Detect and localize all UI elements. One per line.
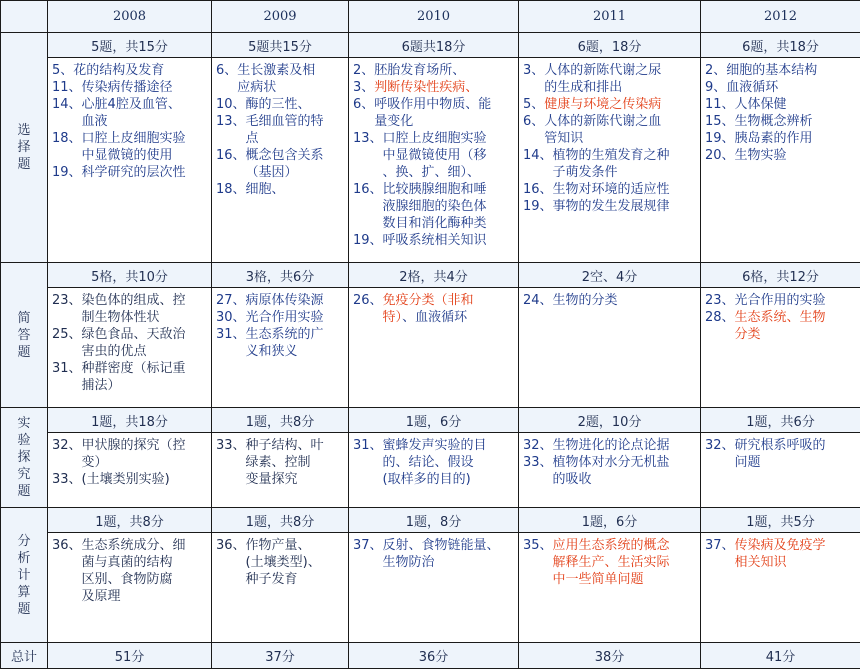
- topic-line: 生态系统成分、细: [82, 537, 209, 554]
- topic-line: 的吸收: [553, 471, 698, 488]
- topic-item: [52, 471, 209, 488]
- topics-cell: [212, 433, 349, 508]
- topic-line: 特）、血液循环: [383, 309, 516, 326]
- question-number: 31、: [216, 326, 246, 360]
- topics-cell: [701, 533, 860, 643]
- question-number: 30、: [216, 309, 246, 326]
- topics-cell: [48, 533, 212, 643]
- topic-item: [353, 537, 516, 571]
- summary-cell: 5题共15分: [212, 33, 349, 58]
- topic-item: [705, 130, 858, 147]
- topic-item: [216, 437, 346, 488]
- topic-item: [705, 79, 858, 96]
- section-title-text: 实验探究题: [17, 415, 31, 500]
- summary-cell: 1题，共8分: [212, 408, 349, 433]
- year-2008: 2008: [48, 1, 212, 33]
- question-number: 10、: [216, 96, 246, 113]
- question-number: 19、: [52, 164, 82, 181]
- topic-line: 光合作用的实验: [735, 292, 858, 309]
- topic-line: 捕法）: [82, 377, 209, 394]
- topic-item: [705, 62, 858, 79]
- topic-line: 传染病传播途径: [82, 79, 209, 96]
- summary-cell: 2格，共4分: [349, 263, 519, 288]
- question-number: 13、: [216, 113, 246, 147]
- topic-line: 反射、食物链能量、: [383, 537, 516, 554]
- topic-item: [52, 96, 209, 130]
- topic-line: 种子发育: [246, 571, 346, 588]
- summary-cell: 5题，共15分: [48, 33, 212, 58]
- topic-item: [705, 113, 858, 130]
- topic-item: [216, 537, 346, 588]
- topics-row-shiyan: [1, 433, 860, 508]
- summary-cell: 2空、4分: [519, 263, 701, 288]
- topic-item: [52, 62, 209, 79]
- question-number: 14、: [52, 96, 82, 130]
- topic-item: [523, 198, 698, 215]
- section-title-fenxi: [1, 508, 48, 643]
- topic-item: [216, 96, 346, 113]
- topic-line: 口腔上皮细胞实验: [383, 130, 516, 147]
- summary-cell: 5格，共10分: [48, 263, 212, 288]
- topic-line: 绿色食品、天敌治: [82, 326, 209, 343]
- topic-line: 毛细血管的特: [246, 113, 346, 130]
- topic-item: [353, 79, 516, 96]
- question-number: 11、: [705, 96, 735, 113]
- topic-line: 中显微镜的使用: [82, 147, 209, 164]
- topic-line: 分类: [735, 326, 858, 343]
- question-number: 15、: [705, 113, 735, 130]
- topic-line: 变）: [82, 454, 209, 471]
- question-number: 35、: [523, 537, 553, 588]
- topic-item: [216, 113, 346, 147]
- question-number: 32、: [52, 437, 82, 471]
- question-number: 2、: [353, 62, 374, 79]
- topics-row-fenxi: [1, 533, 860, 643]
- topic-line: 胚胎发育场所、: [374, 62, 516, 79]
- question-number: 9、: [705, 79, 726, 96]
- summary-cell: 6题，18分: [519, 33, 701, 58]
- topic-line: 中一些简单问题: [553, 571, 698, 588]
- topics-cell: [519, 533, 701, 643]
- topic-line: 细胞、: [246, 181, 346, 198]
- question-number: 31、: [353, 437, 383, 488]
- topic-item: [216, 292, 346, 309]
- topic-line: 生长激素及相: [237, 62, 346, 79]
- topic-line: 心脏4腔及血管、: [82, 96, 209, 113]
- summary-cell: 1题，共18分: [48, 408, 212, 433]
- summary-row-fenxi: [1, 508, 860, 533]
- question-number: 5、: [523, 96, 544, 113]
- topics-cell: [349, 533, 519, 643]
- question-number: 23、: [52, 292, 82, 326]
- topic-line: 概念包含关系: [246, 147, 346, 164]
- year-2010: 2010: [349, 1, 519, 33]
- topic-line: 血液循环: [726, 79, 858, 96]
- topic-line: 酶的三性、: [246, 96, 346, 113]
- topic-line: 种群密度（标记重: [82, 360, 209, 377]
- topic-item: [705, 292, 858, 309]
- topic-item: [353, 130, 516, 181]
- total-score: 37分: [212, 643, 349, 669]
- summary-cell: 3格，共6分: [212, 263, 349, 288]
- topics-cell: [212, 533, 349, 643]
- topic-item: [353, 232, 516, 249]
- topics-row-xuanze: [1, 58, 860, 263]
- topic-line: 人体的新陈代谢之尿: [544, 62, 698, 79]
- question-number: 16、: [353, 181, 383, 232]
- question-number: 13、: [353, 130, 383, 181]
- topic-line: 传染病及免疫学: [735, 537, 858, 554]
- topic-line: 生态系统的广: [246, 326, 346, 343]
- topic-line: 生物的分类: [553, 292, 698, 309]
- topic-item: [523, 181, 698, 198]
- topic-line: 应病状: [237, 79, 346, 96]
- topic-line: 生物实验: [735, 147, 858, 164]
- topic-item: [705, 96, 858, 113]
- topic-line: 植物的生殖发育之种: [553, 147, 698, 164]
- topic-line: 义和狭义: [246, 343, 346, 360]
- question-number: 36、: [52, 537, 82, 605]
- topic-line: 制生物体性状: [82, 309, 209, 326]
- question-number: 23、: [705, 292, 735, 309]
- topic-line: 相关知识: [735, 554, 858, 571]
- topic-line: 科学研究的层次性: [82, 164, 209, 181]
- summary-cell: 1题，6分: [519, 508, 701, 533]
- topic-line: 甲状腺的探究（控: [82, 437, 209, 454]
- topics-cell: [349, 433, 519, 508]
- question-number: 26、: [353, 292, 383, 326]
- question-number: 11、: [52, 79, 82, 96]
- year-2009: 2009: [212, 1, 349, 33]
- total-score: 41分: [701, 643, 860, 669]
- summary-row-xuanze: [1, 33, 860, 58]
- topics-cell: [48, 58, 212, 263]
- topic-item: [52, 292, 209, 326]
- topic-item: [52, 326, 209, 360]
- topic-item: [216, 326, 346, 360]
- year-header-row: [1, 1, 860, 33]
- topics-cell: [701, 58, 860, 263]
- topic-line: 菌与真菌的结构: [82, 554, 209, 571]
- topic-line: 及原理: [82, 588, 209, 605]
- topic-line: 人体的新陈代谢之血: [544, 113, 698, 130]
- summary-cell: 1题，共5分: [701, 508, 860, 533]
- topic-item: [523, 96, 698, 113]
- topic-line: 应用生态系统的概念: [553, 537, 698, 554]
- question-number: 2、: [705, 62, 726, 79]
- topic-item: [353, 181, 516, 232]
- topic-line: 血液: [82, 113, 209, 130]
- question-number: 28、: [705, 309, 735, 343]
- topic-line: 作物产量、: [246, 537, 346, 554]
- topic-line: 点: [246, 130, 346, 147]
- question-number: 16、: [216, 147, 246, 181]
- question-number: 33、: [523, 454, 553, 488]
- topic-item: [353, 292, 516, 326]
- topic-line: 判断传染性疾病、: [374, 79, 516, 96]
- topic-line: 的生成和排出: [544, 79, 698, 96]
- topic-line: 比较胰腺细胞和唾: [383, 181, 516, 198]
- question-number: 36、: [216, 537, 246, 588]
- topic-line: 人体保健: [735, 96, 858, 113]
- topic-item: [705, 309, 858, 343]
- topic-item: [705, 537, 858, 571]
- topic-line: 解释生产、生活实际: [553, 554, 698, 571]
- question-number: 25、: [52, 326, 82, 360]
- section-title-text: 简答题: [17, 310, 31, 361]
- topic-line: 中显微镜使用（移: [383, 147, 516, 164]
- topic-line: 的、结论、假设: [383, 454, 516, 471]
- topic-item: [705, 147, 858, 164]
- topic-line: 变量探究: [246, 471, 346, 488]
- question-number: 20、: [705, 147, 735, 164]
- question-number: 14、: [523, 147, 553, 181]
- question-number: 32、: [523, 437, 553, 454]
- question-number: 6、: [216, 62, 237, 96]
- question-number: 16、: [523, 181, 553, 198]
- question-number: 37、: [705, 537, 735, 571]
- summary-row-jianda: [1, 263, 860, 288]
- total-score: 36分: [349, 643, 519, 669]
- summary-cell: 6题共18分: [349, 33, 519, 58]
- topic-line: 子萌发条件: [553, 164, 698, 181]
- topic-line: 生物进化的论点论据: [553, 437, 698, 454]
- topic-item: [523, 62, 698, 96]
- question-number: 19、: [353, 232, 383, 249]
- question-number: 19、: [523, 198, 553, 215]
- question-number: 31、: [52, 360, 82, 394]
- topics-cell: [519, 288, 701, 408]
- summary-cell: 1题，共6分: [701, 408, 860, 433]
- topic-line: （基因）: [246, 164, 346, 181]
- question-number: 37、: [353, 537, 383, 571]
- topic-item: [705, 437, 858, 471]
- topics-cell: [349, 288, 519, 408]
- section-title-jianda: [1, 263, 48, 408]
- topic-line: 光合作用实验: [246, 309, 346, 326]
- topic-line: 呼吸系统相关知识: [383, 232, 516, 249]
- topic-line: 生物对环境的适应性: [553, 181, 698, 198]
- topic-line: 蜜蜂发声实验的目: [383, 437, 516, 454]
- question-number: 32、: [705, 437, 735, 471]
- topic-item: [216, 62, 346, 96]
- topic-line: 生物防治: [383, 554, 516, 571]
- total-score: 51分: [48, 643, 212, 669]
- summary-cell: 1题，8分: [349, 508, 519, 533]
- section-title-text: 分析计算题: [17, 533, 31, 618]
- section-title-text: 选择题: [17, 122, 31, 173]
- year-2011: 2011: [519, 1, 701, 33]
- topic-line: 研究根系呼吸的: [735, 437, 858, 454]
- summary-cell: 6题，共18分: [701, 33, 860, 58]
- totals-label: 总计: [1, 643, 48, 669]
- question-number: 5、: [52, 62, 73, 79]
- topic-line: (土壤类型)、: [246, 554, 346, 571]
- topics-cell: [212, 288, 349, 408]
- topic-line: 呼吸作用中物质、能: [374, 96, 516, 113]
- topics-cell: [701, 288, 860, 408]
- question-number: 18、: [216, 181, 246, 198]
- topic-item: [52, 164, 209, 181]
- topics-row-jianda: [1, 288, 860, 408]
- topic-line: 液腺细胞的染色体: [383, 198, 516, 215]
- topic-item: [523, 147, 698, 181]
- topics-cell: [519, 58, 701, 263]
- year-2012: 2012: [701, 1, 860, 33]
- topic-line: 生物概念辨析: [735, 113, 858, 130]
- topic-line: 问题: [735, 454, 858, 471]
- question-number: 27、: [216, 292, 246, 309]
- corner-cell: [1, 1, 48, 33]
- topics-cell: [519, 433, 701, 508]
- topic-item: [523, 113, 698, 147]
- summary-cell: 2题，10分: [519, 408, 701, 433]
- question-number: 3、: [353, 79, 374, 96]
- topic-item: [523, 537, 698, 588]
- question-number: 24、: [523, 292, 553, 309]
- topic-item: [52, 537, 209, 605]
- topic-line: 数目和消化酶种类: [383, 215, 516, 232]
- topic-line: 细胞的基本结构: [726, 62, 858, 79]
- summary-cell: 1题，共8分: [48, 508, 212, 533]
- section-title-xuanze: [1, 33, 48, 263]
- topic-line: 区别、食物防腐: [82, 571, 209, 588]
- topic-line: 生态系统、生物: [735, 309, 858, 326]
- question-number: 6、: [353, 96, 374, 130]
- summary-cell: 6格，共12分: [701, 263, 860, 288]
- topic-line: 事物的发生发展规律: [553, 198, 698, 215]
- totals-row: [1, 643, 860, 669]
- topic-item: [523, 454, 698, 488]
- topic-item: [216, 309, 346, 326]
- section-title-shiyan: [1, 408, 48, 508]
- topic-line: 健康与环境之传染病: [544, 96, 698, 113]
- topic-item: [353, 62, 516, 79]
- topic-line: 绿素、控制: [246, 454, 346, 471]
- topic-item: [353, 96, 516, 130]
- topic-line: 胰岛素的作用: [735, 130, 858, 147]
- topic-item: [353, 437, 516, 488]
- question-number: 33、: [216, 437, 246, 488]
- question-number: 3、: [523, 62, 544, 96]
- topic-item: [52, 79, 209, 96]
- topic-line: (取样多的目的): [383, 471, 516, 488]
- topics-cell: [48, 288, 212, 408]
- topic-item: [52, 130, 209, 164]
- topic-line: 植物体对水分无机盐: [553, 454, 698, 471]
- summary-cell: 1题，6分: [349, 408, 519, 433]
- topic-line: 害虫的优点: [82, 343, 209, 360]
- topics-cell: [349, 58, 519, 263]
- topic-line: 花的结构及发育: [73, 62, 209, 79]
- topics-cell: [701, 433, 860, 508]
- topic-line: 管知识: [544, 130, 698, 147]
- topic-line: 口腔上皮细胞实验: [82, 130, 209, 147]
- topic-line: 免疫分类（非和: [383, 292, 516, 309]
- summary-row-shiyan: [1, 408, 860, 433]
- topics-cell: [48, 433, 212, 508]
- question-number: 6、: [523, 113, 544, 147]
- topic-item: [216, 147, 346, 181]
- question-number: 18、: [52, 130, 82, 164]
- topic-item: [52, 360, 209, 394]
- topic-item: [523, 437, 698, 454]
- question-number: 33、: [52, 471, 82, 488]
- topic-line: 、换、扩、细）、: [383, 164, 516, 181]
- topic-line: (土壤类别实验): [82, 471, 209, 488]
- topic-line: 种子结构、叶: [246, 437, 346, 454]
- topic-line: 染色体的组成、控: [82, 292, 209, 309]
- topic-item: [216, 181, 346, 198]
- topic-line: 病原体传染源: [246, 292, 346, 309]
- total-score: 38分: [519, 643, 701, 669]
- topic-item: [523, 292, 698, 309]
- question-number: 19、: [705, 130, 735, 147]
- topic-item: [52, 437, 209, 471]
- topic-line: 量变化: [374, 113, 516, 130]
- topics-cell: [212, 58, 349, 263]
- summary-cell: 1题，共8分: [212, 508, 349, 533]
